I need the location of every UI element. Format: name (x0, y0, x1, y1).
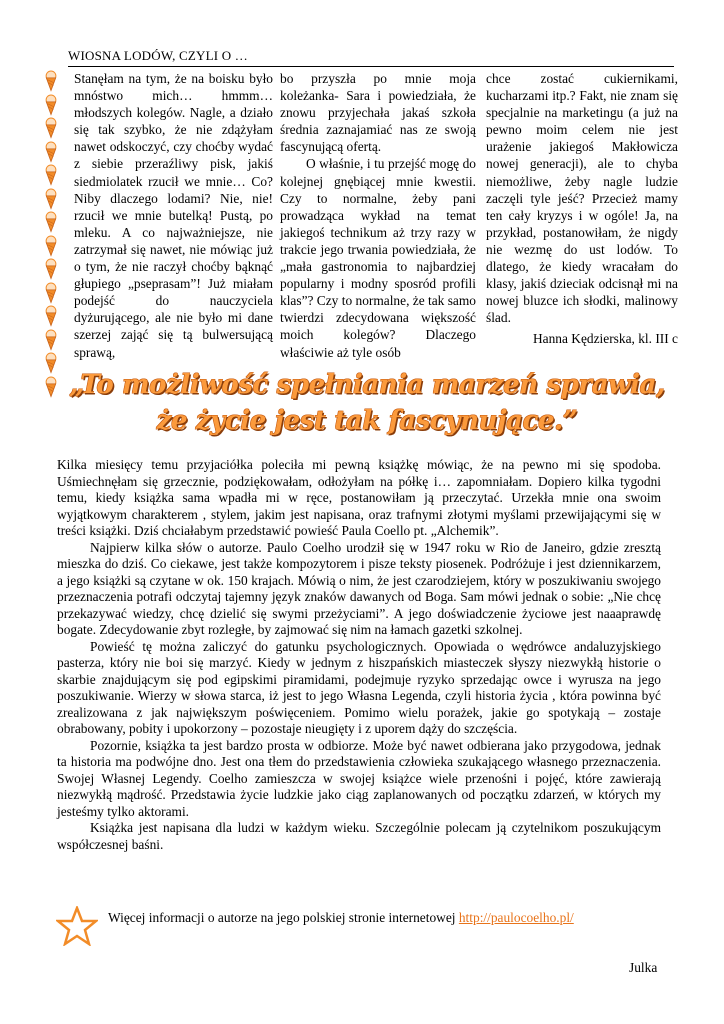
ice-cream-cone-icon (44, 305, 58, 329)
column-2-paragraph-1: bo przyszła po mnie moja koleżanka- Sara i powiedziała, że znowu przyjechała jakaś szkoła średnia zaznajamiać nas ze swoją fascynującą ofertą. (280, 71, 476, 155)
more-info-line (108, 910, 574, 926)
ice-cream-cone-icon (44, 211, 58, 235)
ice-cream-cone-icon (44, 70, 58, 94)
title-line-2: że życie jest tak fascynujące.” (156, 406, 578, 436)
body-paragraph: Powieść tę można zaliczyć do gatunku psychologicznych. Opowiada o wędrówce andaluzyjskiego pasterza, który nie boi się marzyć. Kiedy w jednym z hiszpańskich miasteczek słyszy niezwykłą historie o skarbie znajdującym się pod egipskimi piramidami, podejmuje ryzyko sprzedając owce i wyrusza na jego poszukiwanie. Wierzy w słowa starca, iż jest to jego Własna Legenda, czyli historia życia , która powinna być zrealizowana z jak największym poświęceniem. Pomimo wielu porażek, jakie go spotykają – zostaje obrabowany, pobity i upokorzony – pozostaje nieugięty i z uporem dąży do szczęścia. (57, 638, 661, 736)
column-3-text: chce zostać cukiernikami, kucharzami itp.? Fakt, nie znam się specjalnie na marketingu (a już na pewno moim celem nie jest urażenie jakiegoś Makłowicza nowej generacji), ale to chyba niemożliwe, żeby nagle ludzie zaczęli tyle jeść? Przecież mamy ten cały kryzys i w ogóle! Ja, na przykład, postanowiłam, że nigdy nie wezmę do ust lodów. To dlatego, że kiedy wracałam do klasy, jakiś dzieciak odcisnął mi na nowej bluzce ich słodki, malinowy ślad. (486, 71, 678, 326)
header-rule (68, 66, 674, 67)
ice-cream-cone-icon (44, 258, 58, 282)
more-info-text: Więcej informacji o autorze na jego polskiej stronie internetowej (108, 910, 456, 925)
body-paragraph: Pozornie, książka ta jest bardzo prosta w odbiorze. Może być nawet odbierana jako przygodowa, jednak ta historia ma podwójne dno. Jest ona tłem do przedstawienia człowieka szukającego własnego przeznaczenia. Swojej Własnej Legendy. Coelho zamieszcza w swojej książce wiele przenośni i pojęć, które zawierają niezwykłą mądrość. Przedstawia życie ludzkie jako ciąg zaplanowanych od początku zdarzeń, w których my jesteśmy tylko aktorami. (57, 737, 661, 819)
ice-cream-cone-icon (44, 235, 58, 259)
star-icon (56, 906, 98, 946)
article-body (57, 457, 661, 853)
ice-cream-cone-icon (44, 329, 58, 353)
ice-cream-cone-icon (44, 94, 58, 118)
title-line-1: „To możliwość spełniania marzeń sprawia, (69, 370, 665, 400)
ice-cream-cone-icon (44, 117, 58, 141)
article-author: Julka (629, 960, 658, 975)
column-1-text: Stanęłam na tym, że na boisku było mnóstwo mich… hmmm… młodszych kolegów. Nagle, a działo się tak szybko, że nie zdążyłam nawet odskoczyć, czy choćby wydać z siebie przeraźliwy pisk, jakiś siedmiolatek rzucił we mnie… Co? Niby dlaczego lodami? Nie, nie! rzucił we mnie butelką! Pustą, po mleku. A co najważniejsze, nie zatrzymał się nawet, nie mówiąc już o tym, że nie raczył choćby bąknąć głupiego „pseprasam”! Już miałam podejść do nauczyciela dyżurującego, ale nie było mi dane szerzej zająć się tą bulwersującą sprawą, (74, 71, 273, 360)
ice-cream-cone-icon (44, 282, 58, 306)
article-column-1 (74, 70, 273, 361)
body-paragraph: Kilka miesięcy temu przyjaciółka poleciła mi pewną książkę mówiąc, że na pewno mi się spodoba. Uśmiechnęłam się grzecznie, podziękowałam, odłożyłam na półkę i… zapomniałam. Dopiero kilka tygodni temu, kiedy książka sama wpadła mi w ręce, postanowiłam ją przeczytać. Urzekła mnie ona swoim wyjątkowym charakterem , stylem, jakim jest napisana, oraz trafnymi złotymi myślami przewijającymi się w treści książki. Dziś chciałabym przedstawić powieść Paula Coello pt. „Alchemik”. (57, 457, 661, 538)
author-website-link[interactable]: http://paulocoelho.pl/ (458, 910, 574, 925)
article-column-2 (280, 70, 476, 361)
page-header: WIOSNA LODÓW, CZYLI O … (68, 48, 248, 63)
article-title (52, 367, 682, 439)
column-2-paragraph-2: O właśnie, i tu przejść mogę do kolejnej gnębiącej mnie kwestii. Czy to normalne, żeby pani prowadząca wykład na temat jakiegoś technikum aż trzy razy w trakcie jego trwania powiedziała, że „mała gastronomia to najbardziej popularny i modny sposród profili klas”? Czy to normalne, że tak samo twierdzi zdecydowana większość moich kolegów? Dlaczego właściwie aż tyle osób (280, 156, 476, 360)
ice-cream-icon-column (44, 70, 62, 399)
ice-cream-cone-icon (44, 141, 58, 165)
ice-cream-cone-icon (44, 188, 58, 212)
body-paragraph: Najpierw kilka słów o autorze. Paulo Coelho urodził się w 1947 roku w Rio de Janeiro, gdzie zresztą mieszka do dziś. Co ciekawe, jest także kompozytorem i pisze teksty piosenek. Podróżuje i jest dziennikarzem, a jego książki są czytane w ok. 150 krajach. Mówią o nim, że jest czarodziejem, który w poszukiwaniu swojego przeznaczenia potrafi odczytaj tajemny język znaków dawanych od Boga. Sam mówi jednak o sobie: „Nie chcę przekazywać wiedzy, chcę dzielić się swymi przeżyciami”. A jego doświadczenie życiowe jest naaaprawdę bogate. Zdecydowanie zbyt rozległe, by zajmować się nim na łamach gazetki szkolnej. (57, 539, 661, 637)
body-paragraph: Książka jest napisana dla ludzi w każdym wieku. Szczególnie polecam ją czytelnikom poszukującym współczesnej baśni. (57, 820, 661, 852)
ice-cream-cone-icon (44, 164, 58, 188)
article-column-3 (486, 70, 678, 348)
article-signature: Hanna Kędzierska, kl. III c (533, 331, 678, 347)
